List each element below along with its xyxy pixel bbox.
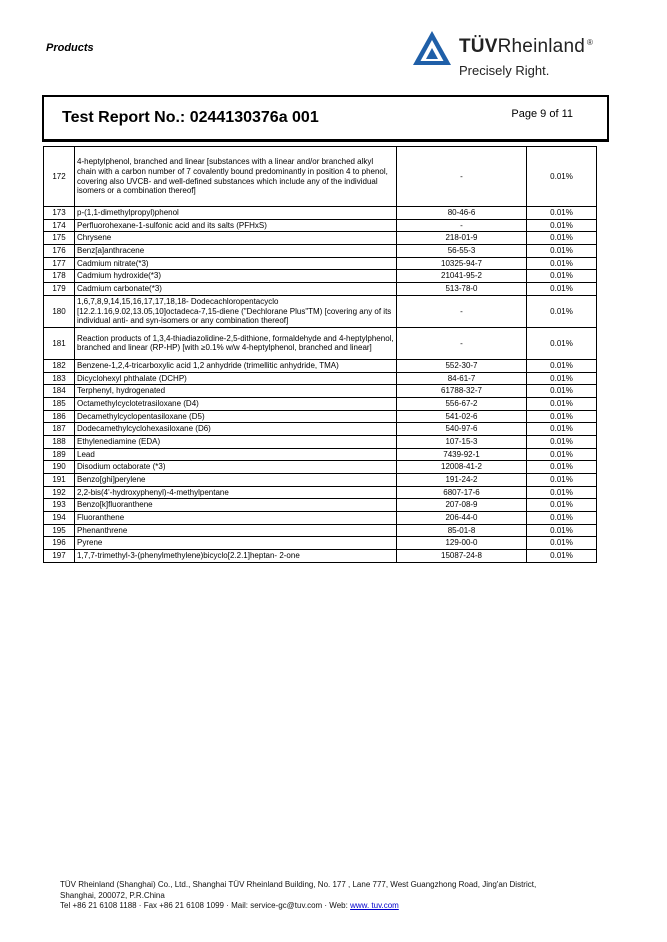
limit-value: 0.01% <box>527 550 597 563</box>
cas-number: 556-67-2 <box>397 397 527 410</box>
footer-address-line-2: Shanghai, 200072, P.R.China <box>60 890 165 900</box>
row-number: 182 <box>44 359 75 372</box>
table-row <box>44 397 597 410</box>
row-number: 192 <box>44 486 75 499</box>
table-row <box>44 283 597 296</box>
row-number: 184 <box>44 385 75 398</box>
row-number: 176 <box>44 245 75 258</box>
limit-value: 0.01% <box>527 359 597 372</box>
cas-number: 6807-17-6 <box>397 486 527 499</box>
cas-number: 552-30-7 <box>397 359 527 372</box>
limit-value: 0.01% <box>527 385 597 398</box>
substance-name: Pyrene <box>75 537 397 550</box>
logo-brand-rheinland: Rheinland <box>497 36 585 57</box>
cas-number: 85-01-8 <box>397 524 527 537</box>
cas-number: 513-78-0 <box>397 283 527 296</box>
substance-table-body <box>44 147 597 563</box>
table-row <box>44 524 597 537</box>
substance-name: Cadmium hydroxide(*3) <box>75 270 397 283</box>
substance-name: Benzo[k]fluoranthene <box>75 499 397 512</box>
substance-name: Chrysene <box>75 232 397 245</box>
row-number: 186 <box>44 410 75 423</box>
row-number: 185 <box>44 397 75 410</box>
limit-value: 0.01% <box>527 435 597 448</box>
row-number: 175 <box>44 232 75 245</box>
substance-name: Cadmium carbonate(*3) <box>75 283 397 296</box>
substance-name: Lead <box>75 448 397 461</box>
table-row <box>44 410 597 423</box>
limit-value: 0.01% <box>527 219 597 232</box>
tuv-rheinland-logo <box>412 30 612 82</box>
limit-value: 0.01% <box>527 295 597 327</box>
table-row <box>44 435 597 448</box>
substance-name: Cadmium nitrate(*3) <box>75 257 397 270</box>
cas-number: 129-00-0 <box>397 537 527 550</box>
cas-number: 61788-32-7 <box>397 385 527 398</box>
substance-name: Decamethylcyclopentasiloxane (D5) <box>75 410 397 423</box>
table-row <box>44 295 597 327</box>
limit-value: 0.01% <box>527 448 597 461</box>
table-row <box>44 461 597 474</box>
limit-value: 0.01% <box>527 257 597 270</box>
substance-name: Disodium octaborate (*3) <box>75 461 397 474</box>
table-row <box>44 537 597 550</box>
limit-value: 0.01% <box>527 372 597 385</box>
substance-name: Ethylenediamine (EDA) <box>75 435 397 448</box>
cas-number: 218-01-9 <box>397 232 527 245</box>
table-row <box>44 147 597 207</box>
substance-name: Perfluorohexane-1-sulfonic acid and its salts (PFHxS) <box>75 219 397 232</box>
footer-web-link[interactable]: www. tuv.com <box>350 901 399 910</box>
row-number: 173 <box>44 207 75 220</box>
row-number: 181 <box>44 327 75 359</box>
limit-value: 0.01% <box>527 512 597 525</box>
limit-value: 0.01% <box>527 537 597 550</box>
substance-name: 4-heptylphenol, branched and linear [substances with a linear and/or branched alkyl chain with a carbon number of 7 covalently bound predominantly in position 4 to phenol, covering also UVCB- and well-defined substances which include any of the individual isomers or a combination thereof] <box>75 147 397 207</box>
limit-value: 0.01% <box>527 410 597 423</box>
table-row <box>44 486 597 499</box>
cas-number: 12008-41-2 <box>397 461 527 474</box>
cas-number: - <box>397 295 527 327</box>
limit-value: 0.01% <box>527 283 597 296</box>
page-number: Page 9 of 11 <box>511 108 573 120</box>
table-row <box>44 207 597 220</box>
substance-name: 1,6,7,8,9,14,15,16,17,17,18,18- Dodecachloropentacyclo [12.2.1.16,9.02,13.05,10]octadeca-7,15-diene ("Dechlorane Plus"TM) [covering any of its individual anti- and syn-isomers or any combination thereof] <box>75 295 397 327</box>
row-number: 179 <box>44 283 75 296</box>
limit-value: 0.01% <box>527 397 597 410</box>
logo-tagline: Precisely Right. <box>459 63 550 78</box>
cas-number: 21041-95-2 <box>397 270 527 283</box>
table-row <box>44 385 597 398</box>
row-number: 194 <box>44 512 75 525</box>
row-number: 187 <box>44 423 75 436</box>
row-number: 191 <box>44 474 75 487</box>
substance-name: Benz[a]anthracene <box>75 245 397 258</box>
logo-brand-tuv: TÜV <box>459 36 498 57</box>
table-row <box>44 245 597 258</box>
table-row <box>44 359 597 372</box>
cas-number: 84-61-7 <box>397 372 527 385</box>
cas-number: 107-15-3 <box>397 435 527 448</box>
table-row <box>44 270 597 283</box>
report-number-title: Test Report No.: 0244130376a 001 <box>62 109 319 126</box>
limit-value: 0.01% <box>527 499 597 512</box>
cas-number: 56-55-3 <box>397 245 527 258</box>
substance-table <box>43 146 597 563</box>
logo-brand-name <box>459 36 593 58</box>
cas-number: - <box>397 147 527 207</box>
substance-name: Octamethylcyclotetrasiloxane (D4) <box>75 397 397 410</box>
table-row <box>44 550 597 563</box>
substance-name: Benzene-1,2,4-tricarboxylic acid 1,2 anhydride (trimellitic anhydride, TMA) <box>75 359 397 372</box>
table-row <box>44 372 597 385</box>
cas-number: 540-97-6 <box>397 423 527 436</box>
substance-name: Reaction products of 1,3,4-thiadiazolidine-2,5-dithione, formaldehyde and 4-heptylphenol, branched and linear (RP-HP) [with ≥0.1% w/w 4-heptylphenol, branched and linear] <box>75 327 397 359</box>
limit-value: 0.01% <box>527 423 597 436</box>
limit-value: 0.01% <box>527 270 597 283</box>
table-row <box>44 257 597 270</box>
substance-name: Dicyclohexyl phthalate (DCHP) <box>75 372 397 385</box>
table-row <box>44 423 597 436</box>
row-number: 196 <box>44 537 75 550</box>
limit-value: 0.01% <box>527 207 597 220</box>
cas-number: 10325-94-7 <box>397 257 527 270</box>
row-number: 197 <box>44 550 75 563</box>
footer-address-line-1: TÜV Rheinland (Shanghai) Co., Ltd., Shanghai TÜV Rheinland Building, No. 177 , Lane 777, West Guangzhong Road, Jing'an District, <box>60 880 537 889</box>
substance-name: p-(1,1-dimethylpropyl)phenol <box>75 207 397 220</box>
row-number: 190 <box>44 461 75 474</box>
table-row <box>44 499 597 512</box>
cas-number: 191-24-2 <box>397 474 527 487</box>
cas-number: 207-08-9 <box>397 499 527 512</box>
cas-number: 541-02-6 <box>397 410 527 423</box>
substance-name: 1,7,7-trimethyl-3-(phenylmethylene)bicyclo[2.2.1]heptan- 2-one <box>75 550 397 563</box>
limit-value: 0.01% <box>527 474 597 487</box>
limit-value: 0.01% <box>527 524 597 537</box>
table-row <box>44 219 597 232</box>
table-row <box>44 327 597 359</box>
substance-name: Dodecamethylcyclohexasiloxane (D6) <box>75 423 397 436</box>
footer-contact-text: Tel +86 21 6108 1188 · Fax +86 21 6108 1099 · Mail: service-gc@tuv.com · Web: <box>60 901 351 910</box>
table-row <box>44 448 597 461</box>
row-number: 178 <box>44 270 75 283</box>
substance-name: Benzo[ghi]perylene <box>75 474 397 487</box>
row-number: 188 <box>44 435 75 448</box>
cas-number: 7439-92-1 <box>397 448 527 461</box>
substance-name: 2,2-bis(4'-hydroxyphenyl)-4-methylpentane <box>75 486 397 499</box>
tuv-triangle-logo-icon <box>412 30 452 66</box>
limit-value: 0.01% <box>527 147 597 207</box>
page-footer <box>60 880 620 912</box>
substance-name: Fluoranthene <box>75 512 397 525</box>
row-number: 172 <box>44 147 75 207</box>
table-row <box>44 232 597 245</box>
table-row <box>44 512 597 525</box>
header-section-label: Products <box>46 42 94 54</box>
table-row <box>44 474 597 487</box>
limit-value: 0.01% <box>527 245 597 258</box>
limit-value: 0.01% <box>527 461 597 474</box>
cas-number: 206-44-0 <box>397 512 527 525</box>
limit-value: 0.01% <box>527 232 597 245</box>
row-number: 193 <box>44 499 75 512</box>
row-number: 189 <box>44 448 75 461</box>
row-number: 195 <box>44 524 75 537</box>
cas-number: 80-46-6 <box>397 207 527 220</box>
limit-value: 0.01% <box>527 327 597 359</box>
cas-number: 15087-24-8 <box>397 550 527 563</box>
footer-contact-line <box>60 901 620 912</box>
substance-name: Phenanthrene <box>75 524 397 537</box>
row-number: 174 <box>44 219 75 232</box>
logo-registered-mark: ® <box>586 37 594 47</box>
substance-name: Terphenyl, hydrogenated <box>75 385 397 398</box>
row-number: 180 <box>44 295 75 327</box>
row-number: 177 <box>44 257 75 270</box>
cas-number: - <box>397 219 527 232</box>
cas-number: - <box>397 327 527 359</box>
limit-value: 0.01% <box>527 486 597 499</box>
report-title-box <box>42 95 609 142</box>
row-number: 183 <box>44 372 75 385</box>
